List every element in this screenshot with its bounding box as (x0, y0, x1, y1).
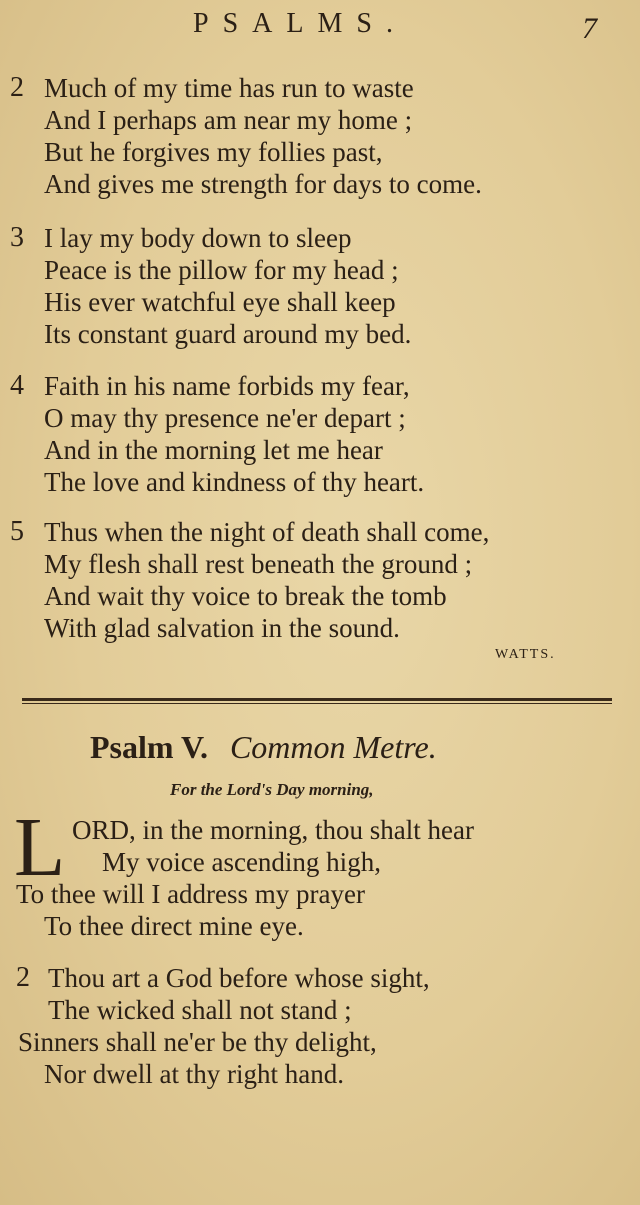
attribution: WATTS. (495, 647, 556, 662)
verse-line: Nor dwell at thy right hand. (44, 1059, 344, 1089)
verse-line: O may thy presence ne'er depart ; (44, 403, 406, 433)
verse-line: The love and kindness of thy heart. (44, 467, 425, 497)
page-number: 7 (582, 12, 597, 45)
verse-number: 3 (10, 222, 24, 253)
verse-line: Thus when the night of death shall come, (44, 517, 490, 547)
verse-line: Its constant guard around my bed. (44, 319, 412, 349)
verse-line: Thou art a God before whose sight, (48, 963, 430, 993)
verse-line: Much of my time has run to waste (44, 73, 414, 103)
verse-line: To thee direct mine eye. (44, 911, 304, 941)
running-title: PSALMS. (193, 8, 407, 39)
drop-cap: L (14, 801, 66, 894)
verse-line: Peace is the pillow for my head ; (44, 255, 399, 285)
divider-rule-thin (22, 703, 612, 704)
verse-line: With glad salvation in the sound. (44, 613, 400, 643)
verse-line: My voice ascending high, (102, 847, 381, 877)
psalm-subtitle: For the Lord's Day morning, (170, 780, 374, 799)
verse-number: 5 (10, 516, 24, 547)
verse-line: And wait thy voice to break the tomb (44, 581, 447, 611)
verse-line: And I perhaps am near my home ; (44, 105, 413, 135)
verse-line: ORD, in the morning, thou shalt hear (72, 815, 474, 845)
verse-line: And gives me strength for days to come. (44, 169, 482, 199)
verse-line: His ever watchful eye shall keep (44, 287, 396, 317)
verse-number: 2 (10, 72, 24, 103)
verse-line: My flesh shall rest beneath the ground ; (44, 549, 473, 579)
psalm-number-title: Psalm V. (90, 729, 208, 765)
verse-number: 2 (16, 962, 30, 993)
psalm-metre: Common Metre. (229, 729, 437, 765)
verse-line: Sinners shall ne'er be thy delight, (18, 1027, 377, 1057)
verse-line: To thee will I address my prayer (16, 879, 365, 909)
verse-line: The wicked shall not stand ; (48, 995, 352, 1025)
verse-line: I lay my body down to sleep (44, 223, 352, 253)
verse-number: 4 (10, 370, 24, 401)
verse-line: Faith in his name forbids my fear, (44, 371, 410, 401)
verse-line: And in the morning let me hear (44, 435, 383, 465)
psalm-title (90, 729, 437, 766)
divider-rule (22, 698, 612, 701)
verse-line: But he forgives my follies past, (44, 137, 383, 167)
